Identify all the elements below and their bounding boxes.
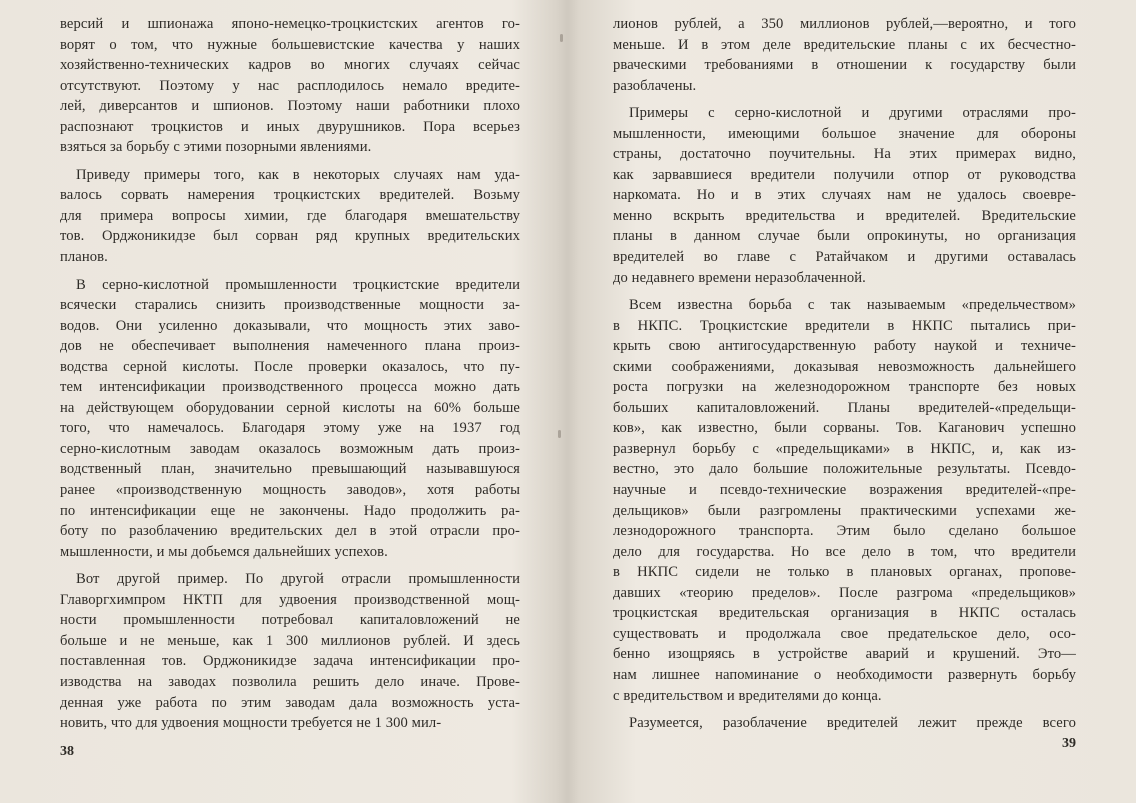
text-line: с вредительством и вредителями до конца. <box>613 687 882 704</box>
text-line: боту по разоблачению вредительских дел в этой отрасли про- <box>60 523 520 540</box>
binding-mark <box>558 430 561 438</box>
text-line: меньше. И в этом деле вредительские планы с их бесчестно- <box>613 36 1076 53</box>
text-line: поставленная тов. Орджоникидзе задача интенсификации про- <box>60 653 520 670</box>
paragraph <box>60 14 520 158</box>
paragraph-gap <box>60 158 520 165</box>
paragraph <box>60 165 520 268</box>
left-page-text <box>60 14 520 734</box>
text-line: скими соображениями, доказывая невозможность дальнейшего <box>613 358 1076 375</box>
text-line: для примера вопросы химии, где благодаря вмешательству <box>60 207 520 224</box>
text-line: того, что намечалось. Благодаря этому уже на 1937 год <box>60 420 520 437</box>
text-line: больше и не меньше, как 1 300 миллионов рублей. И здесь <box>60 632 520 649</box>
text-line: вестно, это дало большие положительные результаты. Псевдо- <box>613 461 1076 478</box>
paragraph-gap <box>613 96 1076 103</box>
paragraph <box>613 14 1076 96</box>
text-line: валось сорвать намерения троцкистских вредителей. Возьму <box>60 187 520 204</box>
text-line: хозяйственно-технических кадров во многих случаях сейчас <box>60 57 520 74</box>
text-line: планы в данном случае были опрокинуты, но организация <box>613 228 1076 245</box>
text-line: страны, достаточно поучительны. На этих примерах видно, <box>613 146 1076 163</box>
text-line: Разумеется, разоблачение вредителей лежит прежде всего <box>629 715 1076 732</box>
paragraph-gap <box>60 268 520 275</box>
text-line: ворят о том, что нужные большевистские качества у наших <box>60 36 520 53</box>
text-line: Всем известна борьба с так называемым «предельчеством» <box>629 297 1076 314</box>
text-line: тов. Орджоникидзе был сорван ряд крупных вредительских <box>60 228 520 245</box>
text-line: развернул борьбу с «предельщиками» в НКПС, и, как из- <box>613 440 1076 457</box>
text-line: мышленности, и мы добьемся дальнейших успехов. <box>60 543 388 560</box>
text-line: рваческими требованиями в отношении к государству были <box>613 57 1076 74</box>
text-line: Приведу примеры того, как в некоторых случаях нам уда- <box>76 166 520 183</box>
paragraph <box>60 275 520 563</box>
text-line: лезнодорожного транспорта. Этим было сделано большое <box>613 523 1076 540</box>
paragraph-gap <box>613 706 1076 713</box>
paragraph <box>613 295 1076 706</box>
text-line: давших «теорию пределов». После разгрома «предельщиков» <box>613 584 1076 601</box>
text-line: ков», как известно, были сорваны. Тов. Каганович успешно <box>613 420 1076 437</box>
text-line: на действующем оборудовании серной кислоты на 60% больше <box>60 399 520 416</box>
text-line: как зарвавшиеся вредители получили отпор от руководства <box>613 166 1076 183</box>
text-line: Примеры с серно-кислотной и другими отраслями про- <box>629 105 1076 122</box>
text-line: ранее «производственную мощность заводов», хотя работы <box>60 482 520 499</box>
text-line: бенно изощряясь в устройстве аварий и крушений. Это— <box>613 646 1076 663</box>
text-line: взяться за борьбу с этими позорными явлениями. <box>60 139 372 156</box>
text-line: дело для государства. Но все дело в том, что вредители <box>613 543 1076 560</box>
text-line: разоблачены. <box>613 77 697 94</box>
text-line: нам лишнее напоминание о необходимости развернуть борьбу <box>613 666 1076 683</box>
text-line: серно-кислотным заводам оказалось возможным дать произ- <box>60 440 520 457</box>
text-line: водственный план, значительно превышающий называвшуюся <box>60 461 520 478</box>
text-line: Вот другой пример. По другой отрасли промышленности <box>76 571 520 588</box>
text-line: отсутствуют. Поэтому у нас расплодилось немало вредите- <box>60 77 520 94</box>
text-line: по интенсификации еще не закончены. Надо продолжить ра- <box>60 502 520 519</box>
text-line: водства серной кислоты. После проверки оказалось, что пу- <box>60 358 520 375</box>
text-line: вредителей во главе с Ратайчаком и другими оставалась <box>613 249 1076 266</box>
paragraph-gap <box>60 562 520 569</box>
text-line: водов. Они усиленно доказывали, что мощность этих заво- <box>60 317 520 334</box>
left-page-number: 38 <box>60 744 74 759</box>
text-line: троцкистская вредительская организация в НКПС осталась <box>613 605 1076 622</box>
text-line: новить, что для удвоения мощности требуется не 1 300 мил- <box>60 715 442 732</box>
text-line: больших капиталовложений. Планы вредителей-«предельщи- <box>613 399 1076 416</box>
text-line: дельщиков» были разгромлены практическими успехами же- <box>613 502 1076 519</box>
text-line: всячески старались снизить производственные мощности за- <box>60 297 520 314</box>
text-line: изводства на заводах позволила решить дело иначе. Прове- <box>60 673 520 690</box>
right-page-number: 39 <box>1062 736 1076 751</box>
text-line: крыть свою антигосударственную работу наукой и техниче- <box>613 338 1076 355</box>
text-line: лей, диверсантов и шпионов. Поэтому наши работники плохо <box>60 98 520 115</box>
text-line: Главоргхимпром НКТП для удвоения производственной мощ- <box>60 591 520 608</box>
paragraph <box>613 103 1076 288</box>
text-line: распознают троцкистов и иных двурушников. Пора всерьез <box>60 118 520 135</box>
paragraph <box>60 569 520 733</box>
text-line: научные и псевдо-технические возражения вредителей-«пре- <box>613 482 1076 499</box>
text-line: ности промышленности потребовал капиталовложений не <box>60 612 520 629</box>
text-line: наркомата. Но и в этих случаях нам не удалось своевре- <box>613 187 1076 204</box>
text-line: до недавнего времени неразоблаченной. <box>613 269 866 286</box>
right-page-text <box>613 14 1076 734</box>
text-line: дов не обеспечивает выполнения намеченного плана произ- <box>60 338 520 355</box>
binding-mark <box>560 34 563 42</box>
text-line: планов. <box>60 249 108 266</box>
text-line: мышленности, имеющими большое значение для обороны <box>613 125 1076 142</box>
paragraph <box>613 713 1076 734</box>
text-line: версий и шпионажа японо-немецко-троцкистских агентов го- <box>60 16 520 32</box>
text-line: в НКПС. Троцкистские вредители в НКПС пытались при- <box>613 317 1076 334</box>
text-line: менно вскрыть вредительства и вредителей. Вредительские <box>613 207 1076 224</box>
text-line: В серно-кислотной промышленности троцкистские вредители <box>76 276 520 293</box>
text-line: в НКПС сидели не только в плановых органах, пропове- <box>613 564 1076 581</box>
text-line: тем интенсификации производственного процесса можно дать <box>60 379 520 396</box>
text-line: лионов рублей, а 350 миллионов рублей,—вероятно, и того <box>613 16 1076 32</box>
text-line: роста погрузки на железнодорожном транспорте без новых <box>613 379 1076 396</box>
text-line: денная уже работа по этим заводам дала возможность уста- <box>60 694 520 711</box>
paragraph-gap <box>613 288 1076 295</box>
text-line: существовать и продолжала свое предательское дело, осо- <box>613 625 1076 642</box>
